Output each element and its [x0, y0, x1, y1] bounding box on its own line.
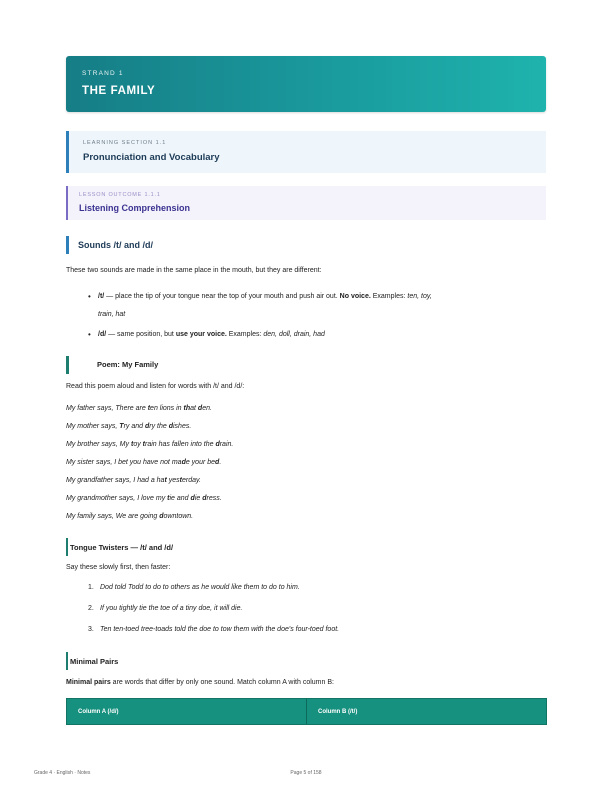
poem-line: My mother says, Try and dry the dishes. — [66, 423, 192, 430]
tongue-twister-list — [88, 583, 339, 646]
lesson-outcome-box — [66, 186, 546, 220]
poem-line: My grandfather says, I had a hat yesterday. — [66, 477, 201, 484]
list-item: 3. Ten ten-toed tree-toads told the doe to tow them with the doe's four-toed foot. — [88, 626, 340, 633]
list-item: 2. If you tightly tie the toe of a tiny doe, it will die. — [88, 605, 243, 612]
bullet-term: /d/ — [98, 331, 107, 338]
strand-banner — [66, 56, 546, 112]
poem-lines — [66, 400, 233, 526]
tongue-twisters-intro: Say these slowly first, then faster: — [66, 564, 171, 571]
sounds-bullet-list — [88, 292, 548, 350]
examples-label: Examples: — [226, 331, 264, 338]
poem-line: My brother says, My toy train has fallen into the drain. — [66, 441, 234, 448]
bullet-t-sound — [88, 292, 548, 320]
poem-intro: Read this poem aloud and listen for words with /t/ and /d/: — [66, 383, 245, 390]
examples-text: ten, toy, — [407, 293, 432, 300]
examples-text-continued: train, hat — [98, 311, 126, 318]
bullet-emphasis: use your voice. — [175, 331, 227, 338]
minimal-pairs-heading: Minimal Pairs — [66, 652, 118, 670]
poem-heading: Poem: My Family — [66, 356, 158, 374]
strand-label: STRAND 1 — [82, 70, 124, 77]
minimal-pairs-intro — [66, 678, 334, 688]
examples-text: den, doll, drain, had — [263, 331, 325, 338]
bullet-text: — place the tip of your tongue near the top of your mouth and push air out. — [104, 293, 340, 300]
outcome-label: LESSON OUTCOME 1.1.1 — [79, 192, 161, 198]
minimal-pairs-table-header — [66, 698, 547, 725]
minimal-pairs-term: Minimal pairs — [66, 679, 111, 686]
column-b-header: Column B (/t/) — [306, 699, 546, 724]
strand-title: THE FAMILY — [82, 85, 156, 97]
minimal-pairs-text: are words that differ by only one sound. Match column A with column B: — [110, 679, 334, 686]
footer-left: Grade 4 · English · Notes — [34, 770, 91, 776]
poem-line: My father says, There are ten lions in that den. — [66, 405, 212, 412]
poem-line: My sister says, I bet you have not made your bed. — [66, 459, 222, 466]
page-number: Page 5 of 158 — [290, 770, 322, 776]
learning-section-box — [66, 131, 546, 173]
bullet-emphasis: No voice. — [339, 293, 371, 300]
outcome-title: Listening Comprehension — [79, 203, 191, 213]
sounds-intro: These two sounds are made in the same place in the mouth, but they are different: — [66, 267, 322, 274]
section-title: Pronunciation and Vocabulary — [83, 152, 220, 163]
poem-line: My grandmother says, I love my tie and die dress. — [66, 495, 222, 502]
sounds-heading: Sounds /t/ and /d/ — [66, 236, 153, 254]
tongue-twisters-heading: Tongue Twisters — /t/ and /d/ — [66, 538, 173, 556]
bullet-term: /t/ — [98, 293, 105, 300]
column-a-header: Column A (/d/) — [78, 709, 119, 715]
bullet-text: — same position, but — [106, 331, 176, 338]
list-item: 1. Dod told Todd to do to others as he would like them to do to him. — [88, 584, 300, 591]
section-label: LEARNING SECTION 1.1 — [83, 140, 167, 146]
poem-line: My family says, We are going downtown. — [66, 513, 194, 520]
examples-label: Examples: — [370, 293, 408, 300]
bullet-d-sound — [88, 330, 548, 340]
